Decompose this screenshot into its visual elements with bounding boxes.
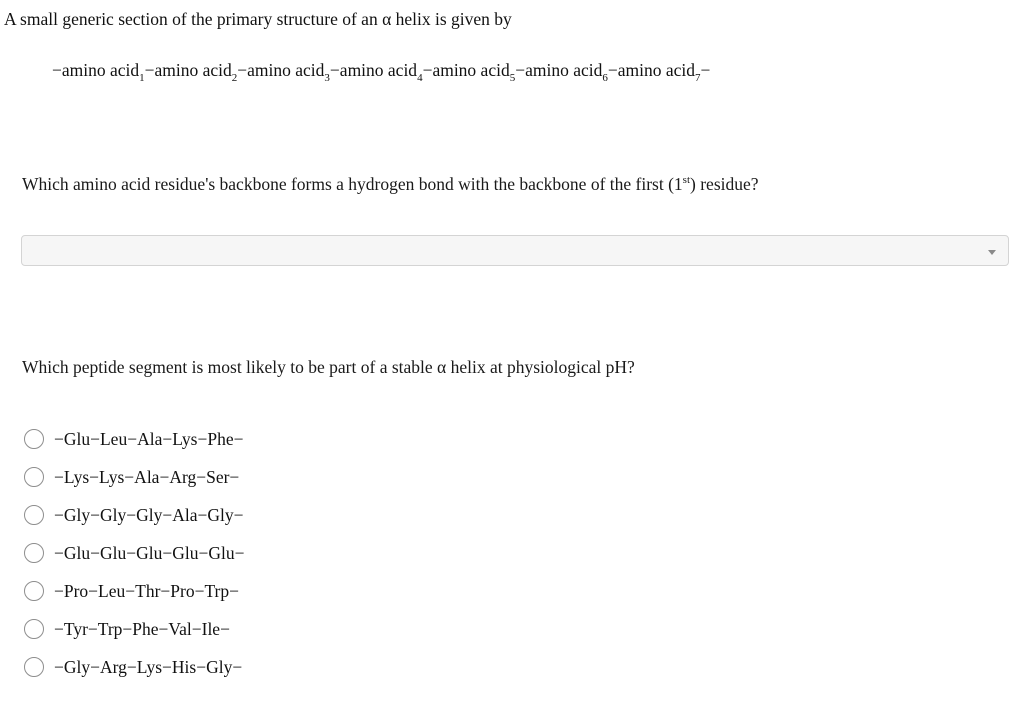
- answer-option[interactable]: [24, 572, 244, 610]
- residue-4: amino acid$_4$: [339, 60, 423, 84]
- answer-option[interactable]: [24, 496, 244, 534]
- answer-option[interactable]: [24, 648, 244, 686]
- radio-button[interactable]: [24, 467, 44, 487]
- residue-3: amino acid$_3$: [247, 60, 330, 84]
- sequence-trailing-dash: −: [700, 60, 711, 80]
- answer-option[interactable]: [24, 610, 244, 648]
- option-label: −Gly−Arg−Lys−His−Gly−: [54, 657, 243, 677]
- radio-button[interactable]: [24, 505, 44, 525]
- radio-button[interactable]: [24, 429, 44, 449]
- primary-structure-sequence: −amino acid$_1$−amino acid$_2$−amino acid$_3$−amino acid$_4$−amino acid$_5$−amino acid$_6$−amino acid$_7$−: [52, 60, 711, 84]
- option-label: −Lys−Lys−Ala−Arg−Ser−: [54, 467, 240, 487]
- residue-2: amino acid$_2$: [154, 60, 238, 84]
- residue-6: amino acid$_6$: [525, 60, 608, 84]
- radio-button[interactable]: [24, 619, 44, 639]
- question-1-text: Which amino acid residue's backbone forms a hydrogen bond with the backbone of the first (1st) residue?: [22, 174, 759, 194]
- residue-7: amino acid$_7$: [617, 60, 701, 84]
- answer-dropdown[interactable]: [21, 235, 1009, 266]
- option-label: −Glu−Leu−Ala−Lys−Phe−: [54, 429, 244, 449]
- answer-options: [24, 420, 244, 686]
- option-label: −Glu−Glu−Glu−Glu−Glu−: [54, 543, 245, 563]
- radio-button[interactable]: [24, 543, 44, 563]
- option-label: −Pro−Leu−Thr−Pro−Trp−: [54, 581, 239, 601]
- radio-button[interactable]: [24, 657, 44, 677]
- intro-text: A small generic section of the primary structure of an α helix is given by: [4, 9, 512, 29]
- sequence-leading-dash: −: [52, 60, 62, 80]
- radio-button[interactable]: [24, 581, 44, 601]
- option-label: −Gly−Gly−Gly−Ala−Gly−: [54, 505, 244, 525]
- answer-option[interactable]: [24, 458, 244, 496]
- chevron-down-icon: [988, 250, 996, 255]
- question-2-text: Which peptide segment is most likely to be part of a stable α helix at physiological pH?: [22, 357, 635, 377]
- answer-option[interactable]: [24, 534, 244, 572]
- answer-option[interactable]: [24, 420, 244, 458]
- residue-1: amino acid$_1$: [61, 60, 145, 84]
- residue-5: amino acid$_5$: [432, 60, 516, 84]
- option-label: −Tyr−Trp−Phe−Val−Ile−: [54, 619, 230, 639]
